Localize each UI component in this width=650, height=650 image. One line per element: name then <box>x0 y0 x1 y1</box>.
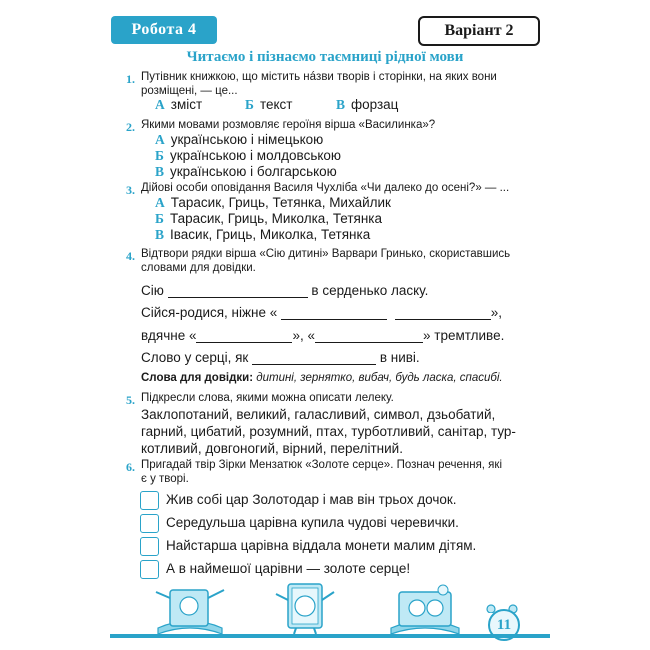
task-1-option-b[interactable] <box>245 97 292 113</box>
task-6-question-line2: є у творі. <box>141 473 189 485</box>
book-character-illustration <box>385 584 465 636</box>
poem-text: в серденько ласку. <box>311 283 429 298</box>
statement-checkbox[interactable] <box>140 560 159 579</box>
hint-words <box>141 372 503 384</box>
option-letter: Б <box>155 211 164 226</box>
task-1-question-line1: Путівник книжкою, що містить нáзви творів і сторінки, на яких вони <box>141 71 497 83</box>
option-text: українською і німецькою <box>170 132 324 147</box>
task-3-option-a[interactable] <box>155 195 391 211</box>
option-letter: Б <box>245 97 254 112</box>
task-4-question-line2: словами для довідки. <box>141 262 256 274</box>
option-text: українською і болгарською <box>170 164 337 179</box>
page-title: Читаємо і пізнаємо таємниці рідної мови <box>186 49 464 65</box>
work-label: Робота 4 <box>111 16 217 44</box>
option-letter: А <box>155 97 165 112</box>
option-letter: А <box>155 132 165 147</box>
poem-text: в ниві. <box>379 350 420 365</box>
statement-checkbox[interactable] <box>140 514 159 533</box>
option-text: Івасик, Гриць, Миколка, Тетянка <box>170 227 371 242</box>
statement-text: Середульша царівна купила чудові черевички. <box>166 515 459 530</box>
poem-line-2 <box>141 305 502 320</box>
option-letter: В <box>155 227 165 242</box>
task-5-words-line2[interactable]: гарний, цибатий, розумний, птах, турботливий, санітар, тур- <box>141 424 516 439</box>
task-1-question-line2: розміщені, — це... <box>141 85 238 97</box>
fill-blank[interactable] <box>168 283 308 298</box>
fill-blank[interactable] <box>315 328 423 343</box>
task-5-words-line3[interactable]: котливий, довгоногий, вірний, перелітний. <box>141 441 403 456</box>
task-1-number: 1. <box>126 72 135 86</box>
page-number: 11 <box>488 609 520 641</box>
hint-list: дитині, зернятко, вибач, будь ласка, спасибі. <box>256 372 503 384</box>
task-2-number: 2. <box>126 120 135 134</box>
statement-text: Жив собі цар Золотодар і мав він трьох дочок. <box>166 492 457 507</box>
task-1-option-a[interactable] <box>155 97 202 113</box>
statement-checkbox[interactable] <box>140 491 159 510</box>
task-3-option-b[interactable] <box>155 211 382 227</box>
task-1-option-c[interactable] <box>336 97 398 113</box>
option-text: зміст <box>170 97 203 112</box>
task-5-words-line1[interactable]: Заклопотаний, великий, галасливий, символ, дзьобатий, <box>141 407 496 422</box>
hint-label: Слова для довідки: <box>141 372 254 384</box>
poem-text: » тремтливе. <box>423 328 505 343</box>
statement-checkbox[interactable] <box>140 537 159 556</box>
option-letter: В <box>155 164 165 179</box>
task-6-number: 6. <box>126 460 135 474</box>
variant-label: Варіант 2 <box>418 16 540 46</box>
fill-blank[interactable] <box>252 350 376 365</box>
option-text: Тарасик, Гриць, Миколка, Тетянка <box>169 211 383 226</box>
task-3-number: 3. <box>126 183 135 197</box>
poem-text: », « <box>292 328 315 343</box>
poem-text: Сійся-родися, ніжне « <box>141 305 278 320</box>
fill-blank[interactable] <box>281 305 387 320</box>
task-2-question: Якими мовами розмовляє героїня вірша «Василинка»? <box>141 119 436 131</box>
task-4-question-line1: Відтвори рядки вірша «Сію дитині» Варвари Гринько, скориставшись <box>141 248 511 260</box>
option-text: українською і молдовською <box>169 148 342 163</box>
task-3-option-c[interactable] <box>155 227 370 243</box>
option-text: форзац <box>351 97 399 112</box>
poem-text: », <box>490 305 503 320</box>
poem-line-4 <box>141 350 420 365</box>
book-character-illustration <box>150 584 230 636</box>
poem-text: вдячне « <box>141 328 197 343</box>
option-letter: Б <box>155 148 164 163</box>
poem-text: Сію <box>141 283 164 298</box>
task-3-question: Дійові особи оповідання Василя Чухліба «Чи далеко до осені?» — ... <box>141 182 510 194</box>
task-6-question-line1: Пригадай твір Зірки Мензатюк «Золоте серце». Познач речення, які <box>141 459 502 471</box>
statement-text: А в наймешої царівни — золоте серце! <box>166 561 411 576</box>
task-2-option-a[interactable] <box>155 132 323 148</box>
poem-line-1 <box>141 283 428 298</box>
task-4-number: 4. <box>126 249 135 263</box>
option-letter: В <box>336 97 346 112</box>
poem-text: Слово у серці, як <box>141 350 249 365</box>
fill-blank[interactable] <box>395 305 491 320</box>
bottom-divider <box>110 634 550 638</box>
task-2-option-c[interactable] <box>155 164 337 180</box>
poem-line-3 <box>141 328 504 343</box>
task-2-option-b[interactable] <box>155 148 341 164</box>
fill-blank[interactable] <box>196 328 292 343</box>
task-5-question: Підкресли слова, якими можна описати лелеку. <box>141 392 394 404</box>
option-text: Тарасик, Гриць, Тетянка, Михайлик <box>170 195 391 210</box>
task-5-number: 5. <box>126 393 135 407</box>
statement-text: Найстарша царівна віддала монети малим дітям. <box>166 538 477 553</box>
option-letter: А <box>155 195 165 210</box>
book-character-illustration <box>270 580 340 636</box>
option-text: текст <box>259 97 293 112</box>
